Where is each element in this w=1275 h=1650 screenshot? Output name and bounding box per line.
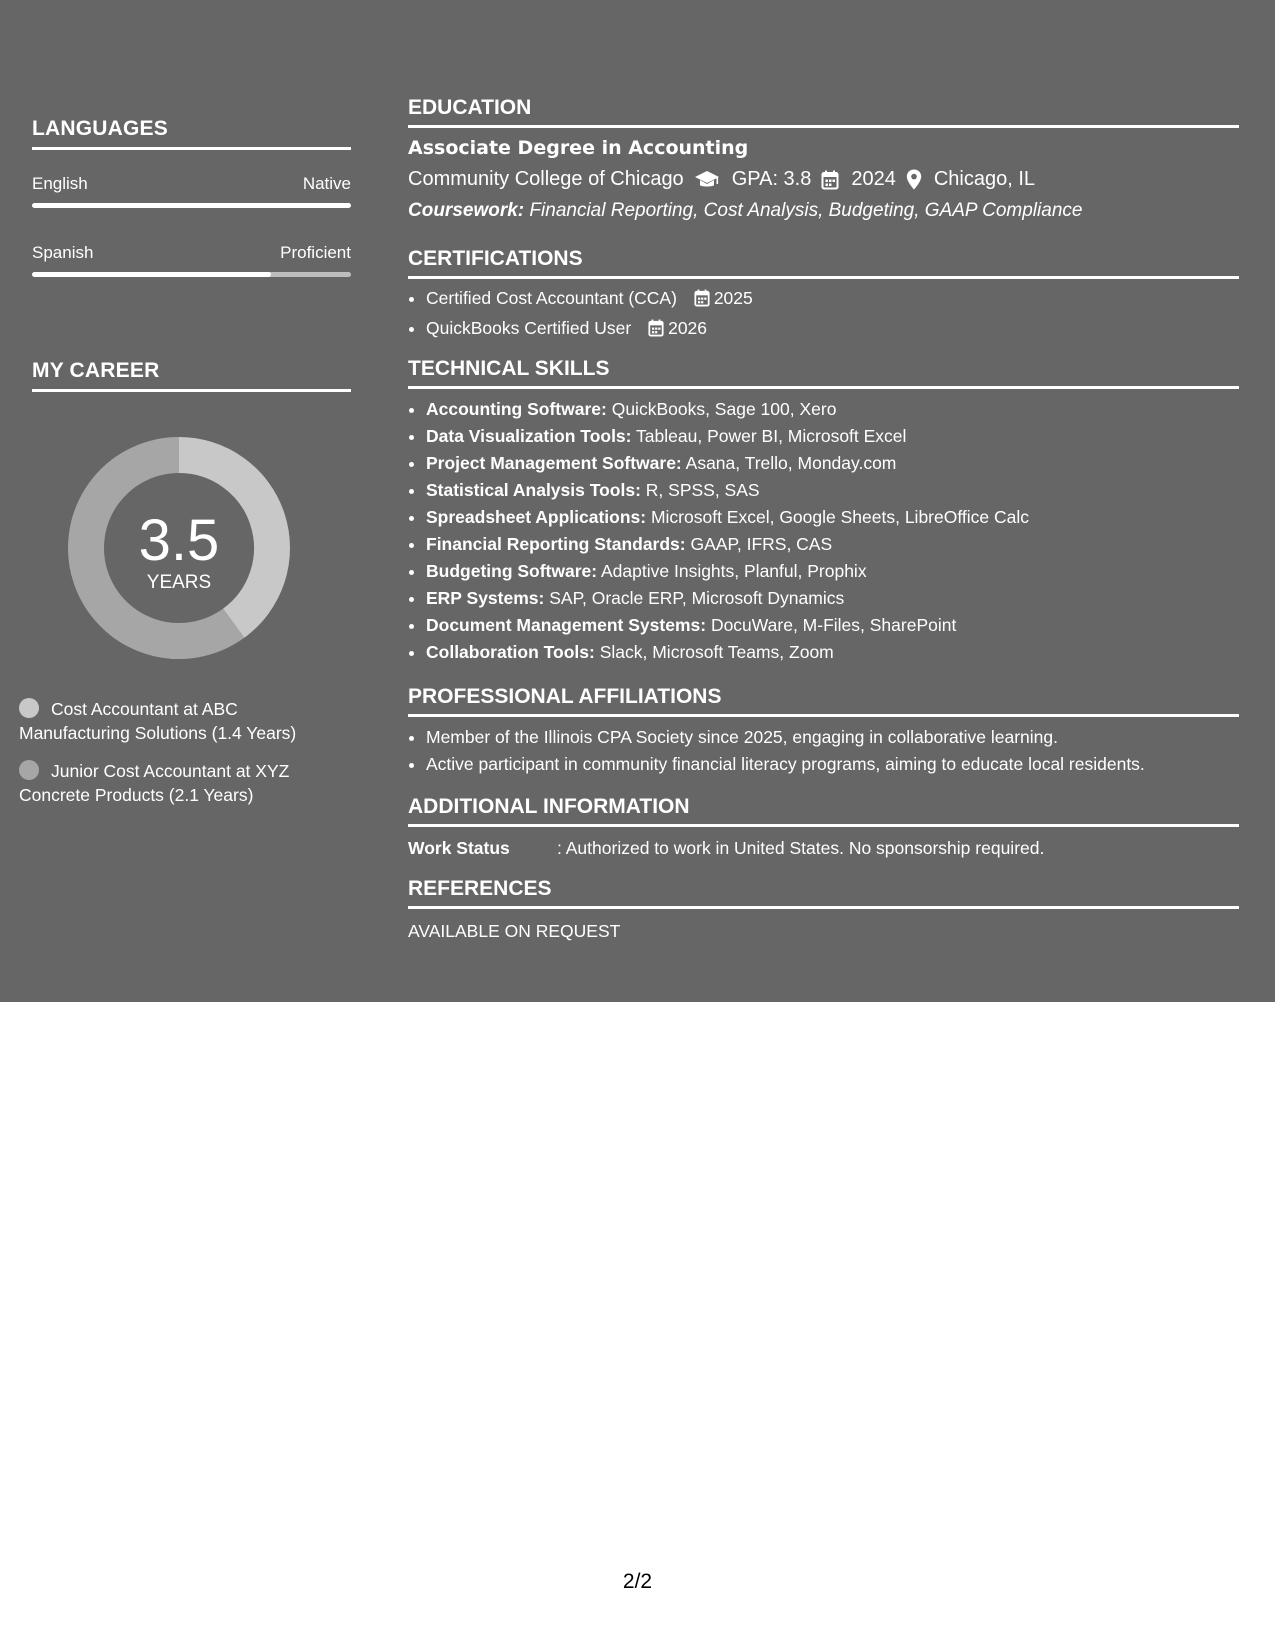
education-location: Chicago, IL [933, 168, 1036, 190]
certifications-list [408, 285, 1239, 345]
coursework-label: Coursework: [408, 200, 525, 221]
education-year: 2024 [851, 168, 896, 190]
education-gpa: GPA: 3.8 [731, 168, 812, 190]
skill-label: Financial Reporting Standards: [426, 534, 686, 554]
work-status-label: Work Status [408, 838, 510, 858]
affiliations-list [408, 724, 1239, 778]
skill-label: Statistical Analysis Tools: [426, 480, 641, 500]
graduation-cap-icon [694, 170, 720, 190]
references-title: REFERENCES [408, 877, 1239, 909]
skill-label: Spreadsheet Applications: [426, 507, 647, 527]
work-status [408, 838, 1239, 859]
career-legend-label: Cost Accountant at ABC Manufacturing Solutions (1.4 Years) [19, 699, 297, 743]
skill-value: QuickBooks, Sage 100, Xero [606, 399, 837, 419]
language-level-fill [32, 203, 351, 208]
list-item [426, 558, 1239, 585]
language-level: Native [302, 174, 351, 193]
skill-label: Document Management Systems: [426, 615, 707, 635]
language-name: Spanish [32, 243, 94, 262]
skill-value: GAAP, IFRS, CAS [685, 534, 833, 554]
skill-value: Microsoft Excel, Google Sheets, LibreOffice Calc [646, 507, 1029, 527]
calendar-icon [648, 318, 664, 345]
list-item [426, 477, 1239, 504]
career-years-unit: YEARS [146, 572, 212, 593]
skill-value: DocuWare, M-Files, SharePoint [706, 615, 957, 635]
list-item [426, 450, 1239, 477]
career-donut-chart [59, 428, 299, 668]
list-item [426, 423, 1239, 450]
calendar-icon [821, 170, 839, 190]
legend-dot-icon [19, 760, 39, 780]
skill-label: Accounting Software: [426, 399, 607, 419]
list-item: • Member of the Illinois CPA Society since 2025, engaging in collaborative learning. [426, 724, 1239, 751]
work-status-value: : Authorized to work in United States. No sponsorship required. [557, 838, 1045, 858]
career-title: MY CAREER [32, 359, 351, 392]
certifications-title: CERTIFICATIONS [408, 247, 1239, 279]
skill-value: SAP, Oracle ERP, Microsoft Dynamics [544, 588, 845, 608]
career-total-years: 3.5 [138, 508, 220, 573]
skill-value: Asana, Trello, Monday.com [681, 453, 897, 473]
education-meta [408, 168, 1239, 191]
languages-title: LANGUAGES [32, 117, 351, 150]
language-english [32, 174, 351, 208]
list-item [426, 396, 1239, 423]
education-degree: Associate Degree in Accounting [408, 137, 749, 159]
list-item [426, 285, 1239, 315]
skill-label: Budgeting Software: [426, 561, 598, 581]
list-item [426, 531, 1239, 558]
list-item [426, 585, 1239, 612]
list-item [426, 639, 1239, 666]
skill-label: Project Management Software: [426, 453, 682, 473]
references-text: AVAILABLE ON REQUEST [408, 921, 621, 941]
language-level-bar [32, 203, 351, 208]
language-name: English [32, 174, 88, 193]
skill-label: ERP Systems: [426, 588, 545, 608]
list-item [426, 504, 1239, 531]
education-coursework [408, 200, 1239, 222]
calendar-icon [694, 288, 710, 315]
skill-label: Data Visualization Tools: [426, 426, 632, 446]
education-school: Community College of Chicago [408, 168, 684, 190]
certification-name: QuickBooks Certified User [426, 318, 632, 338]
legend-dot-icon [19, 698, 39, 718]
list-item [426, 315, 1239, 345]
skill-value: Slack, Microsoft Teams, Zoom [594, 642, 834, 662]
page-number: 2/2 [622, 1570, 653, 1593]
language-level: Proficient [280, 243, 351, 262]
map-pin-icon [906, 169, 922, 190]
language-level-bar [32, 272, 351, 277]
skill-value: Adaptive Insights, Planful, Prophix [597, 561, 867, 581]
skill-label: Collaboration Tools: [426, 642, 595, 662]
certification-year: 2026 [668, 318, 708, 338]
additional-info-title: ADDITIONAL INFORMATION [408, 795, 1239, 827]
technical-skills-title: TECHNICAL SKILLS [408, 357, 1239, 389]
career-legend [19, 697, 309, 821]
list-item: • Active participant in community financial literacy programs, aiming to educate local residents. [426, 751, 1239, 778]
career-legend-label: Junior Cost Accountant at XYZ Concrete Products (2.1 Years) [19, 761, 290, 805]
language-spanish [32, 243, 351, 277]
skill-value: R, SPSS, SAS [640, 480, 760, 500]
skill-value: Tableau, Power BI, Microsoft Excel [631, 426, 907, 446]
affiliations-title: PROFESSIONAL AFFILIATIONS [408, 685, 1239, 717]
education-title: EDUCATION [408, 96, 1239, 128]
certification-year: 2025 [713, 288, 753, 308]
certification-name: Certified Cost Accountant (CCA) [426, 288, 677, 308]
career-legend-item [19, 759, 309, 807]
career-legend-item [19, 697, 309, 745]
language-level-fill [32, 272, 271, 277]
coursework-list: Financial Reporting, Cost Analysis, Budgeting, GAAP Compliance [524, 200, 1083, 221]
list-item [426, 612, 1239, 639]
technical-skills-list [408, 396, 1239, 666]
